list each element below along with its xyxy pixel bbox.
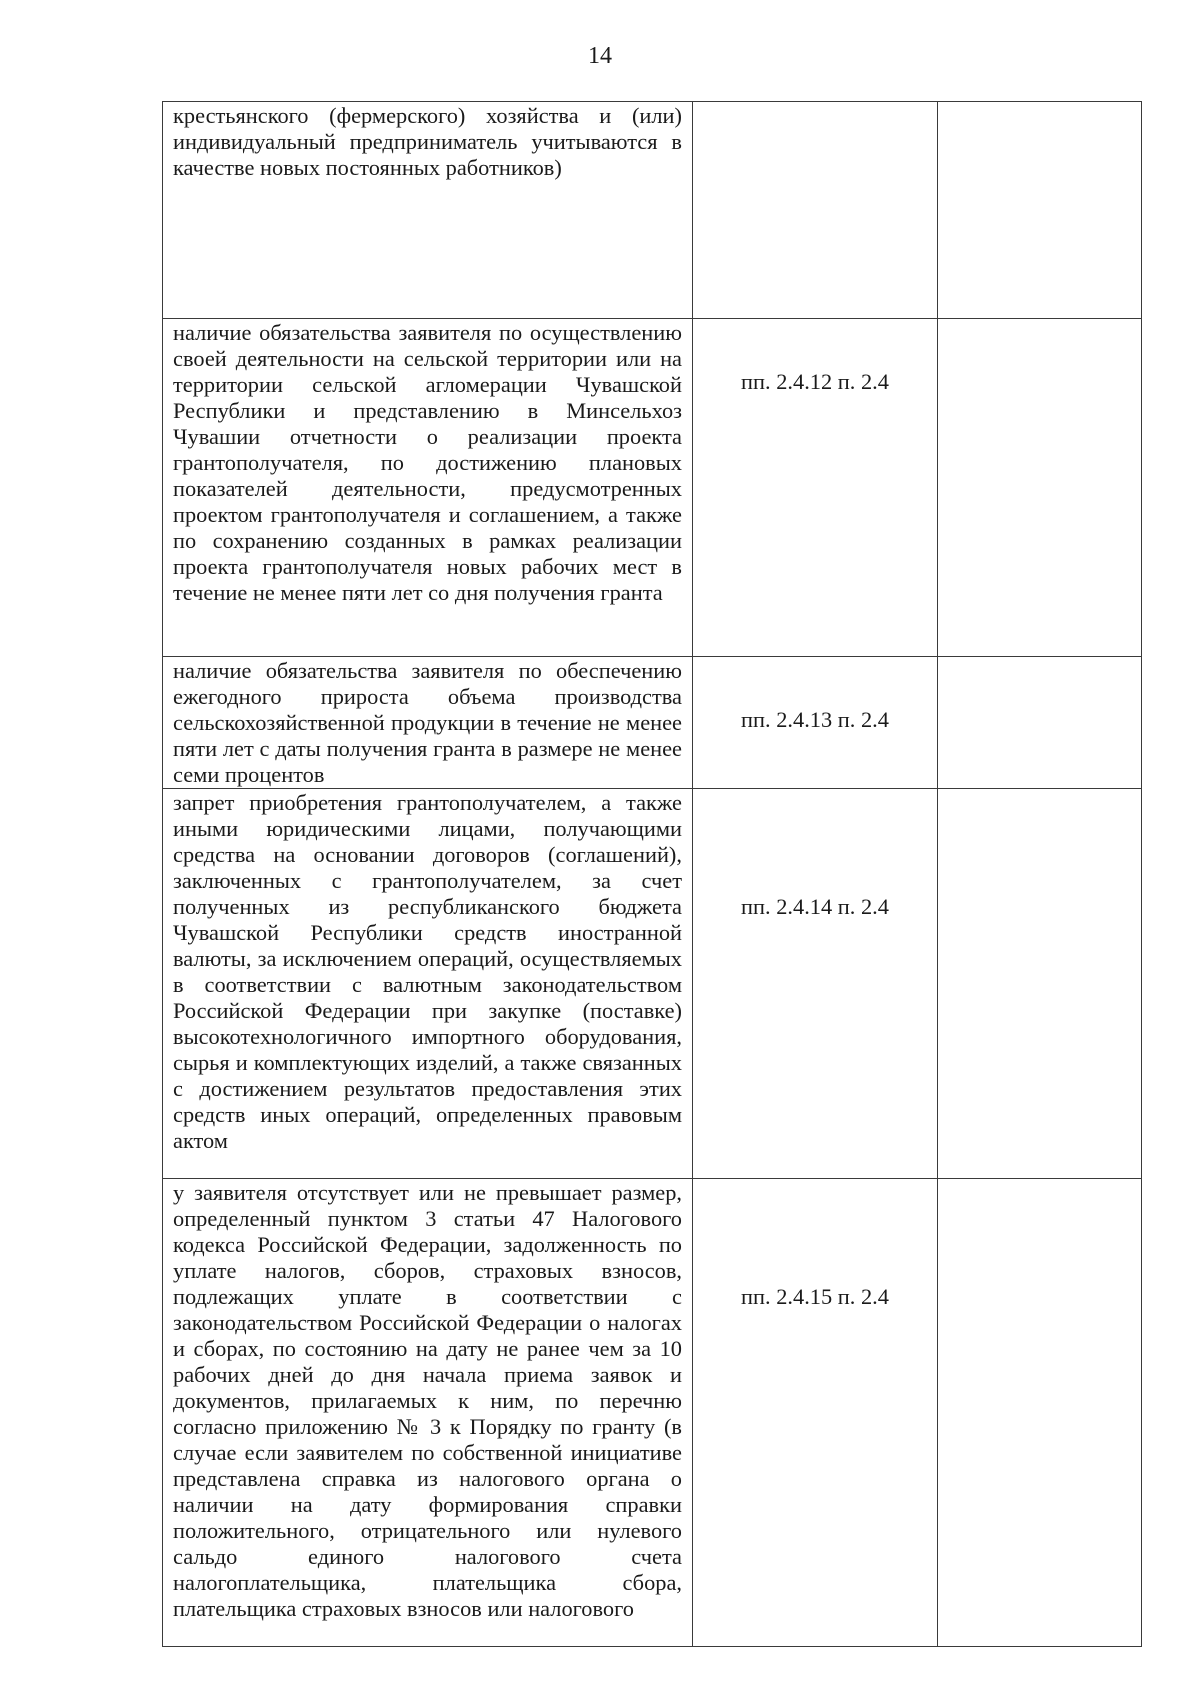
reference-cell: [693, 102, 938, 319]
requirement-cell: [163, 657, 693, 789]
requirement-text: запрет приобретения грантополучателем, а также иными юридическими лицами, получающими средства на основании договоров (соглашений), заключенных с грантополучателем, за счет полученных из республиканского бюджета Чувашской Республики средств иностранной валюты, за исключением операций, осуществляемых в соответствии с валютным законодательством Российской Федерации при закупке (поставке) высокотехнологичного импортного оборудования, сырья и комплектующих изделий, а также связанных с достижением результатов предоставления этих средств иных операций, определенных правовым актом: [173, 790, 682, 1153]
note-cell: [938, 1179, 1142, 1647]
requirement-text: наличие обязательства заявителя по осуществлению своей деятельности на сельской территории или на территории сельской агломерации Чувашской Республики и представлению в Минсельхоз Чувашии отчетности о реализации проекта грантополучателя, по достижению плановых показателей деятельности, предусмотренных проектом грантополучателя и соглашением, а также по сохранению созданных в рамках реализации проекта грантополучателя новых рабочих мест в течение не менее пяти лет со дня получения гранта: [173, 320, 682, 605]
requirement-cell: [163, 1179, 693, 1647]
requirement-text: у заявителя отсутствует или не превышает размер, определенный пунктом 3 статьи 47 Налогового кодекса Российской Федерации, задолженность по уплате налогов, сборов, страховых взносов, подлежащих уплате в соответствии с законодательством Российской Федерации о налогах и сборах, по состоянию на дату не ранее чем за 10 рабочих дней до дня начала приема заявок и документов, прилагаемых к ним, по перечню согласно приложению № 3 к Порядку по гранту (в случае если заявителем по собственной инициативе представлена справка из налогового органа о наличии на дату формирования справки положительного, отрицательного или нулевого сальдо единого налогового счета налогоплательщика, плательщика сбора, плательщика страховых взносов или налогового: [173, 1180, 682, 1621]
reference-text: пп. 2.4.12 п. 2.4: [741, 369, 889, 394]
note-cell: [938, 789, 1142, 1179]
table-row: [163, 319, 1142, 657]
reference-cell: [693, 789, 938, 1179]
page-number: 14: [588, 43, 612, 69]
requirement-text: наличие обязательства заявителя по обеспечению ежегодного прироста объема производства сельскохозяйственной продукции в течение не менее пяти лет с даты получения гранта в размере не менее семи процентов: [173, 658, 682, 787]
requirement-cell: [163, 319, 693, 657]
reference-text: пп. 2.4.14 п. 2.4: [741, 894, 889, 919]
note-cell: [938, 657, 1142, 789]
requirement-text: крестьянского (фермерского) хозяйства и (или) индивидуальный предприниматель учитываются в качестве новых постоянных работников): [173, 103, 682, 180]
reference-cell: [693, 1179, 938, 1647]
table-row: [163, 102, 1142, 319]
requirement-cell: [163, 102, 693, 319]
reference-cell: [693, 319, 938, 657]
reference-cell: [693, 657, 938, 789]
note-cell: [938, 102, 1142, 319]
requirements-table: [162, 101, 1142, 1647]
table-row: [163, 789, 1142, 1179]
reference-text: пп. 2.4.13 п. 2.4: [741, 707, 889, 732]
note-cell: [938, 319, 1142, 657]
table-row: [163, 657, 1142, 789]
table-row: [163, 1179, 1142, 1647]
requirement-cell: [163, 789, 693, 1179]
reference-text: пп. 2.4.15 п. 2.4: [741, 1284, 889, 1309]
